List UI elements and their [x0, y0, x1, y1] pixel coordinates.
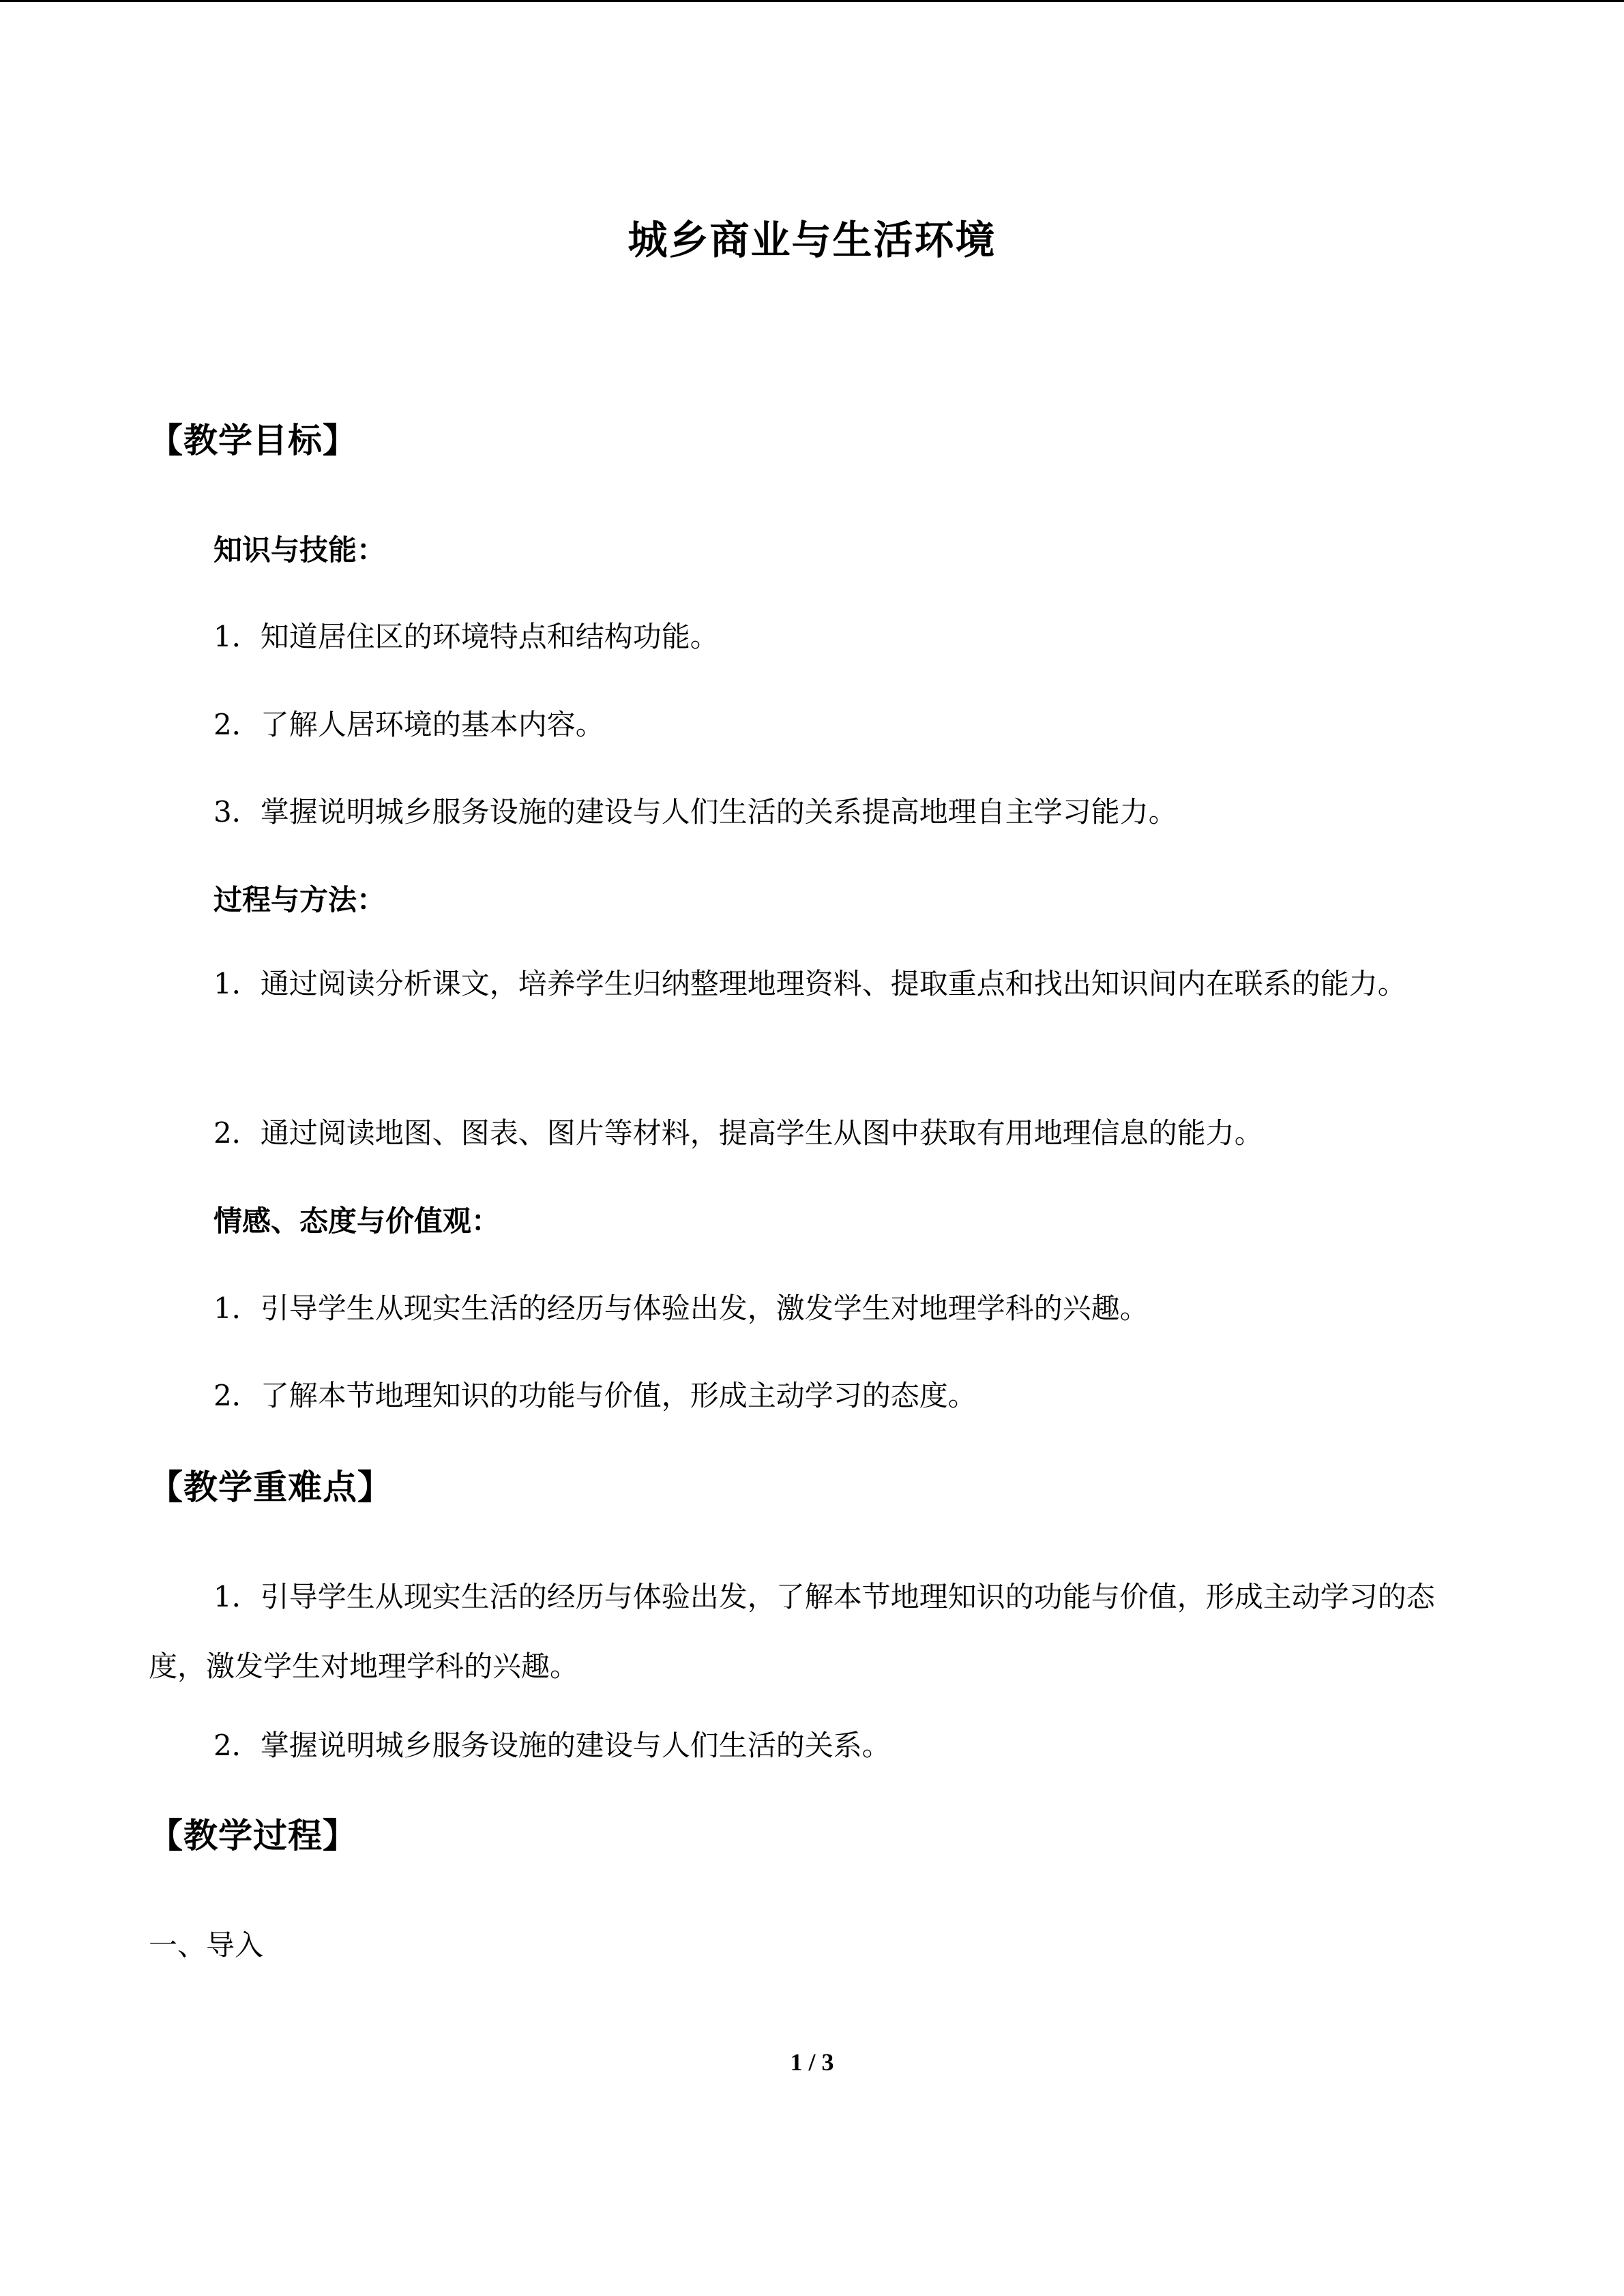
page-number: 1 / 3 [790, 2048, 834, 2076]
document-title: 城乡商业与生活环境 [628, 217, 996, 263]
list-item: 2．了解本节地理知识的功能与价值，形成主动学习的态度。 [213, 1379, 977, 1412]
top-border-line [0, 0, 1624, 2]
subheading-knowledge: 知识与技能： [213, 533, 386, 567]
list-item: 1．通过阅读分析课文，培养学生归纳整理地理资料、提取重点和找出知识间内在联系的能力。 [213, 967, 1406, 1000]
list-item: 3．掌握说明城乡服务设施的建设与人们生活的关系提高地理自主学习能力。 [213, 795, 1177, 829]
list-item: 1．知道居住区的环境特点和结构功能。 [213, 620, 719, 653]
section-heading-objectives: 【教学目标】 [149, 421, 357, 460]
section-heading-key-points: 【教学重难点】 [149, 1467, 392, 1507]
section-heading-process: 【教学过程】 [149, 1816, 357, 1855]
list-item: 2．了解人居环境的基本内容。 [213, 708, 604, 741]
list-item: 1．引导学生从现实生活的经历与体验出发，了解本节地理知识的功能与价值，形成主动学习的态度，激发学生对地理学科的兴趣。 [149, 1580, 1435, 1683]
list-item: 1．引导学生从现实生活的经历与体验出发，激发学生对地理学科的兴趣。 [213, 1292, 1149, 1325]
list-item: 一、导入 [149, 1928, 264, 1962]
list-item: 2．通过阅读地图、图表、图片等材料，提高学生从图中获取有用地理信息的能力。 [213, 1116, 1263, 1150]
list-item: 2．掌握说明城乡服务设施的建设与人们生活的关系。 [213, 1729, 891, 1762]
subheading-emotion: 情感、态度与价值观： [213, 1204, 501, 1238]
subheading-process-method: 过程与方法： [213, 883, 386, 916]
